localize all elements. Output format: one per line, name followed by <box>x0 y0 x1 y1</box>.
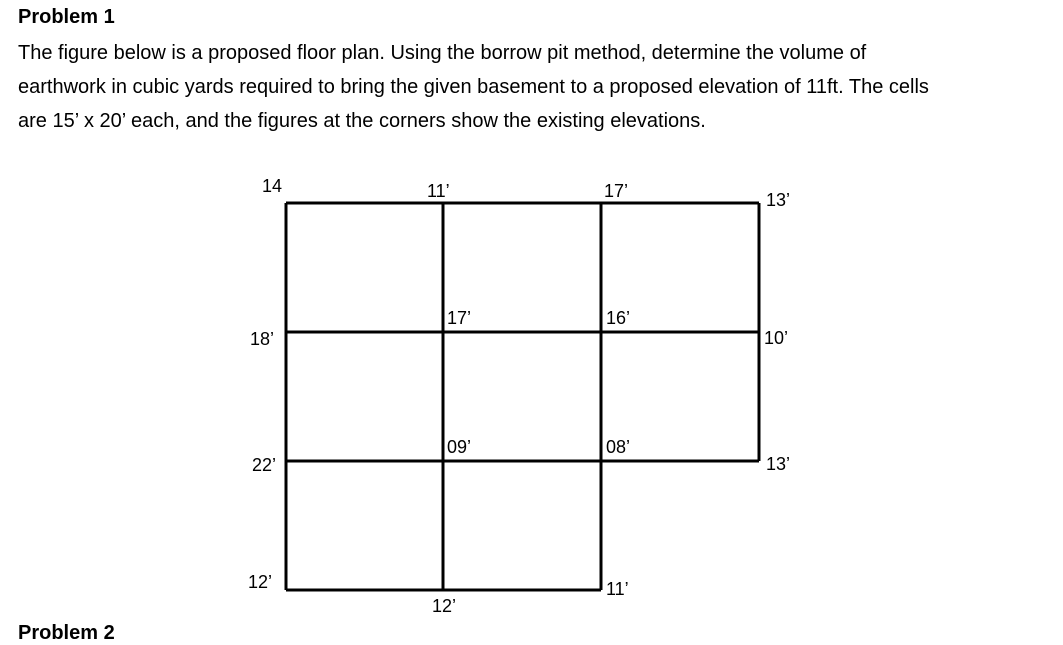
elevation-label-r3-c2: 11’ <box>606 579 629 599</box>
elevation-label-r0-c2: 17’ <box>604 181 629 201</box>
elevation-label-r3-c1: 12’ <box>432 596 457 616</box>
elevation-label-r2-c1: 09’ <box>447 437 472 457</box>
elevation-label-r2-c0: 22’ <box>252 455 277 475</box>
elevation-label-r3-c0: 12’ <box>248 572 273 592</box>
elevation-label-r0-c0: 14 <box>262 176 283 196</box>
problem-statement-line-2: earthwork in cubic yards required to bring the given basement to a proposed elevation of 11ft. The cells <box>18 76 929 98</box>
elevation-label-r2-c3: 13’ <box>766 454 791 474</box>
problem-statement-line-1: The figure below is a proposed floor plan. Using the borrow pit method, determine the volume of <box>18 42 867 64</box>
problem-title: Problem 1 <box>18 6 115 28</box>
next-problem-title: Problem 2 <box>18 622 115 644</box>
elevation-label-r2-c2: 08’ <box>606 437 631 457</box>
elevation-label-r1-c0: 18’ <box>250 329 275 349</box>
elevation-label-r1-c3: 10’ <box>764 328 789 348</box>
elevation-label-r1-c1: 17’ <box>447 308 472 328</box>
elevation-label-r0-c1: 11’ <box>427 181 450 201</box>
elevation-label-r0-c3: 13’ <box>766 190 791 210</box>
problem-statement-line-3: are 15’ x 20’ each, and the figures at the corners show the existing elevations. <box>18 110 706 132</box>
elevation-label-r1-c2: 16’ <box>606 308 631 328</box>
